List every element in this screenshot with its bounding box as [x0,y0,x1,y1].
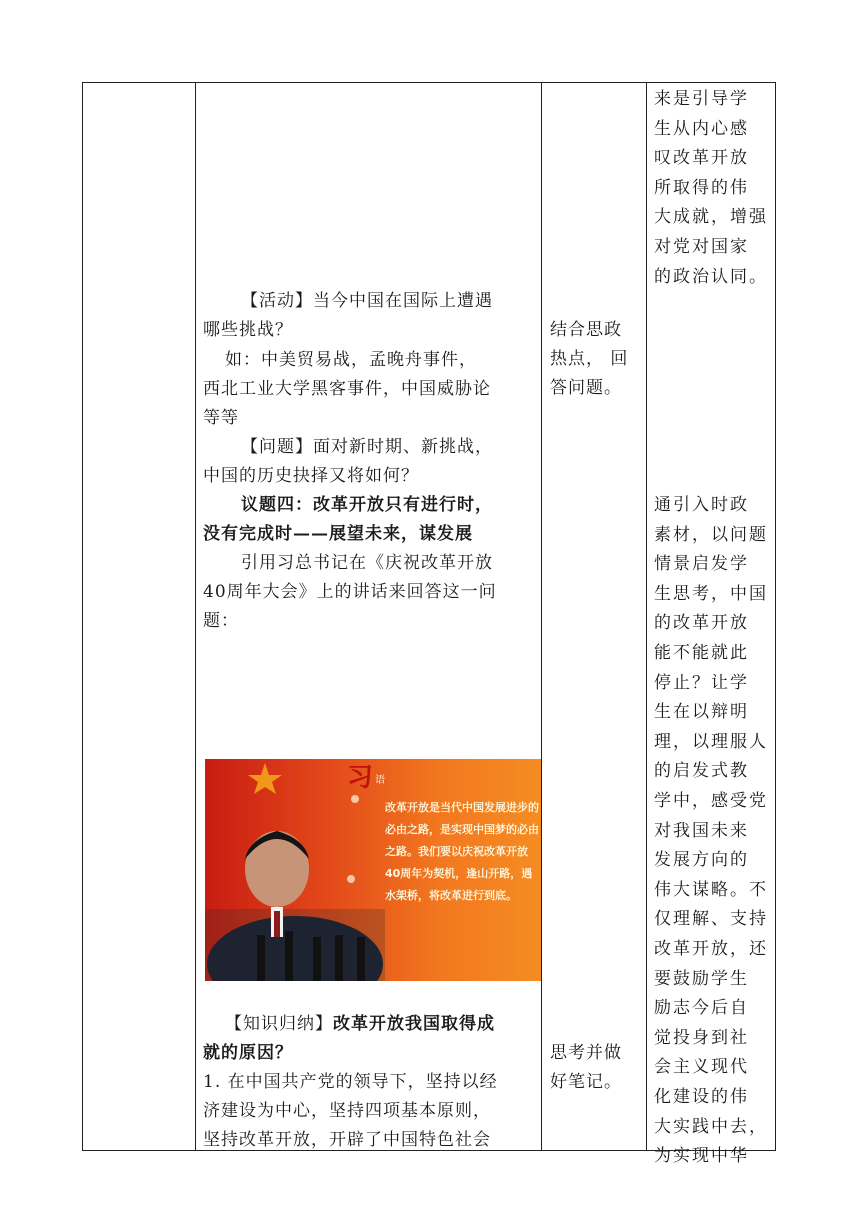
design-intent-line: 大实践中去， [654,1116,768,1137]
design-intent-line: 化建设的伟 [654,1087,749,1107]
activity-line: 【活动】当今中国在国际上遭遇 [241,291,493,311]
design-intent-column [648,83,775,1167]
design-intent-line: 情景启发学 [654,554,749,575]
summary-title: 就的原因？ [203,1043,293,1063]
design-intent-line: 改革开放，还 [654,939,768,959]
design-intent-line: 觉投身到社 [654,1027,749,1048]
topic-heading: 议题四：改革开放只有进行时， [241,495,493,515]
teaching-content-column [197,83,539,1150]
design-intent-line: 所取得的伟 [654,177,749,198]
design-intent-line: 的启发式教 [654,761,749,782]
student-activity-line: 结合思政 [550,320,622,340]
lesson-plan-table [82,82,776,1167]
design-intent-line: 叹改革开放 [654,148,749,169]
activity-line: 哪些挑战？ [203,320,293,340]
design-intent-line: 励志今后自 [654,998,749,1019]
design-intent-line: 理，以理服人 [654,731,768,752]
design-intent-line: 生在以辩明 [654,702,749,723]
design-intent-line: 伟大谋略。不 [654,879,768,900]
student-activity-line: 好笔记。 [550,1072,622,1092]
column-divider [195,83,196,1150]
column-divider [541,83,542,1150]
design-intent-line: 生从内心感 [654,118,749,139]
design-intent-line: 大成就，增强 [654,207,768,228]
design-intent-line: 对我国未来 [654,820,749,841]
quote-intro-line: 引用习总书记在《庆祝改革开放 [241,553,493,573]
speech-poster-image [205,759,541,981]
design-intent-line: 生思考，中国 [654,583,768,604]
example-line: 等等 [203,408,239,428]
student-activity-line: 答问题。 [550,378,622,398]
quote-intro-line: 40周年大会》上的讲话来回答这一问 [203,582,497,602]
design-intent-line: 素材，以问题 [654,524,768,545]
design-intent-line: 要鼓励学生 [654,968,749,989]
poster-header-small: 语 [375,775,385,786]
design-intent-line: 会主义现代 [654,1057,749,1078]
design-intent-line: 停止？让学 [654,672,749,693]
poster-quote: 改革开放是当代中国发展进步的必由之路，是实现中国梦的必由之路。我们要以庆祝改革开放40周年为契机，逢山开路，遇水架桥，将改革进行到底。 [385,801,539,902]
summary-prefix: 【知识归纳】 [225,1014,333,1034]
summary-heading [225,1010,495,1039]
design-intent-line: 能不能就此 [654,643,749,663]
student-activity-column [543,83,646,1150]
design-intent-line: 的政治认同。 [654,266,768,287]
summary-point: 坚持改革开放，开辟了中国特色社会 [203,1130,491,1150]
design-intent-line: 为实现中华 [654,1146,749,1167]
topic-heading: 没有完成时——展望未来，谋发展 [203,524,473,544]
design-intent-line: 学中，感受党 [654,791,768,811]
column-divider [646,83,647,1150]
question-line: 中国的历史抉择又将如何？ [203,466,419,486]
design-intent-line: 仅理解、支持 [654,909,768,930]
design-intent-line: 发展方向的 [654,850,749,871]
student-activity-line: 思考并做 [550,1043,622,1063]
quote-intro-line: 题： [203,611,239,631]
summary-title: 改革开放我国取得成 [333,1014,495,1034]
design-intent-line: 的改革开放 [654,613,749,634]
design-intent-line: 通引入时政 [654,495,749,515]
example-line: 西北工业大学黑客事件，中国威胁论 [203,379,491,399]
design-intent-line: 对党对国家 [654,237,749,257]
summary-point: 济建设为中心，坚持四项基本原则， [203,1101,491,1121]
summary-point: 1. 在中国共产党的领导下，坚持以经 [203,1072,498,1092]
student-activity-line: 热点， 回 [550,349,629,369]
question-line: 【问题】面对新时期、新挑战， [241,437,493,457]
poster-header-glyph: 习 [347,763,374,793]
example-line: 如：中美贸易战，孟晚舟事件， [225,350,477,370]
design-intent-line: 来是引导学 [654,89,749,109]
